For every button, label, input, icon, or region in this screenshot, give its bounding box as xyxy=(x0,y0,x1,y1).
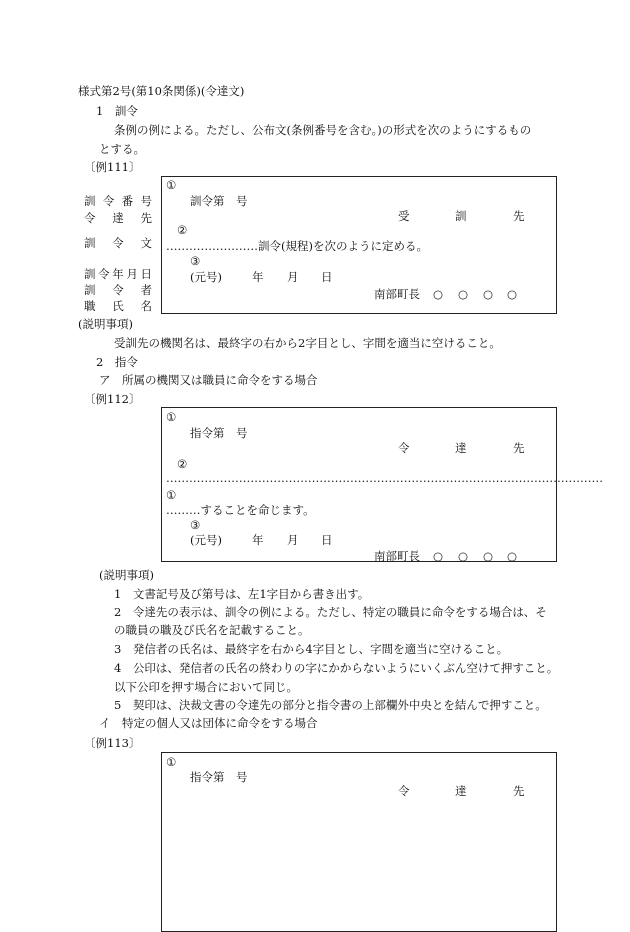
left-label-kunrei-bango xyxy=(84,194,152,208)
date-era: (元号) xyxy=(190,270,222,284)
seal-mark: ○ xyxy=(433,549,444,563)
left-label-char: 年 xyxy=(112,267,124,281)
section-1-body-line1: 条例の例による。ただし、公布文(条例番号を含む。)の形式を次のようにするもの xyxy=(114,123,532,137)
left-label-shokushimei xyxy=(84,299,152,313)
section-2a-heading: ア 所属の機関又は職員に命令をする場合 xyxy=(99,373,318,387)
note-112-item: 5 契印は、決裁文書の令達先の部分と指令書の上部欄外中央とを結んで押すこと。 xyxy=(114,698,547,712)
example-111-label: 〔例111〕 xyxy=(84,160,141,174)
marker-2: ② xyxy=(177,457,188,471)
dot-leader: ……… xyxy=(166,503,201,517)
left-label-char: 令 xyxy=(98,267,110,281)
example-112-label: 〔例112〕 xyxy=(84,392,141,406)
shirei-number: 指令第 号 xyxy=(190,426,248,440)
recipient-char-2: 達 xyxy=(455,784,467,798)
signer: 南部町長 xyxy=(374,549,420,563)
left-label-char: 訓 xyxy=(84,283,96,297)
date-month: 月 xyxy=(287,270,299,284)
left-label-kunreisha xyxy=(84,283,152,297)
left-label-char: 名 xyxy=(140,299,152,313)
left-label-char: 番 xyxy=(121,194,134,208)
left-label-char: 訓 xyxy=(84,194,96,208)
kunrei-number: 訓令第 号 xyxy=(190,194,248,208)
recipient-char-2: 達 xyxy=(455,441,467,455)
recipient-char-3: 先 xyxy=(513,209,525,223)
seal-mark: ○ xyxy=(458,549,469,563)
seal-mark: ○ xyxy=(458,287,469,301)
left-label-char: 月 xyxy=(126,267,138,281)
date-era: (元号) xyxy=(190,533,222,547)
form-title: 様式第2号(第10条関係)(令達文) xyxy=(78,84,245,98)
seal-mark: ○ xyxy=(507,549,518,563)
marker-3: ③ xyxy=(190,518,201,532)
example-113-label: 〔例113〕 xyxy=(84,736,141,750)
left-label-char: 文 xyxy=(140,236,152,250)
seal-mark: ○ xyxy=(483,287,494,301)
seal-mark: ○ xyxy=(483,549,494,563)
left-label-char: 令 xyxy=(84,211,96,225)
marker-2: ② xyxy=(177,223,188,237)
note-112-item-cont: 以下公印を押す場合において同じ。 xyxy=(114,680,298,694)
note-111-text: 受訓先の機関名は、最終字の右から2字目とし、字間を適当に空けること。 xyxy=(114,336,501,350)
left-label-char: 訓 xyxy=(84,267,96,281)
left-label-kunreibun xyxy=(84,236,152,250)
dot-leader-line: …………………………………………………………………………………………………… xyxy=(166,471,603,485)
left-label-char: 氏 xyxy=(112,299,124,313)
note-112-heading: (説明事項) xyxy=(99,568,154,582)
left-label-char: 令 xyxy=(102,194,115,208)
note-112-item: 2 令達先の表示は、訓令の例による。ただし、特定の職員に命令をする場合は、そ xyxy=(114,605,547,619)
date-year: 年 xyxy=(252,533,264,547)
recipient-char-1: 令 xyxy=(398,441,410,455)
left-label-kunrei-date xyxy=(84,267,152,281)
left-label-char: 号 xyxy=(140,194,152,208)
recipient-char-2: 訓 xyxy=(455,209,467,223)
marker-1: ① xyxy=(166,410,177,424)
note-112-item: 3 発信者の氏名は、最終字を右から4字目とし、字間を適当に空けること。 xyxy=(114,642,509,656)
note-112-item-cont: の職員の職及び氏名を記載すること。 xyxy=(114,623,310,637)
section-1-heading: 1 訓令 xyxy=(96,104,138,118)
date-day: 日 xyxy=(321,533,333,547)
section-1-body-line2: とする。 xyxy=(99,142,145,156)
recipient-char-3: 先 xyxy=(513,441,525,455)
marker-1: ① xyxy=(166,178,177,192)
marker-1: ① xyxy=(166,755,177,769)
note-112-item: 4 公印は、発信者の氏名の終わりの字にかからないようにいくぶん空けて押すこと。 xyxy=(114,661,559,675)
kunrei-body xyxy=(166,239,428,253)
recipient-char-3: 先 xyxy=(513,784,525,798)
left-label-char: 先 xyxy=(140,211,152,225)
note-111-heading: (説明事項) xyxy=(78,317,133,331)
date-month: 月 xyxy=(287,533,299,547)
seal-mark: ○ xyxy=(507,287,518,301)
left-label-char: 令 xyxy=(112,236,124,250)
note-112-item: 1 文書記号及び第号は、左1字目から書き出す。 xyxy=(114,587,370,601)
signer: 南部町長 xyxy=(374,287,420,301)
shirei-body xyxy=(166,503,315,517)
date-year: 年 xyxy=(252,270,264,284)
date-day: 日 xyxy=(321,270,333,284)
section-2b-heading: イ 特定の個人又は団体に命令をする場合 xyxy=(99,716,318,730)
shirei-number: 指令第 号 xyxy=(190,770,248,784)
recipient-char-1: 令 xyxy=(398,784,410,798)
left-label-char: 職 xyxy=(84,299,96,313)
marker-3: ③ xyxy=(190,254,201,268)
dot-leader: …………………… xyxy=(166,239,258,253)
left-label-char: 達 xyxy=(112,211,124,225)
section-2-heading: 2 指令 xyxy=(96,355,138,369)
seal-mark: ○ xyxy=(433,287,444,301)
marker-1-repeat: ① xyxy=(166,488,177,502)
left-label-char: 日 xyxy=(140,267,152,281)
kunrei-body-text: 訓令(規程)を次のように定める。 xyxy=(258,239,428,253)
shirei-body-text: することを命じます。 xyxy=(200,503,315,517)
recipient-char-1: 受 xyxy=(398,209,410,223)
left-label-reitatsusaki xyxy=(84,211,152,225)
left-label-char: 者 xyxy=(140,283,152,297)
left-label-char: 令 xyxy=(112,283,124,297)
left-label-char: 訓 xyxy=(84,236,96,250)
